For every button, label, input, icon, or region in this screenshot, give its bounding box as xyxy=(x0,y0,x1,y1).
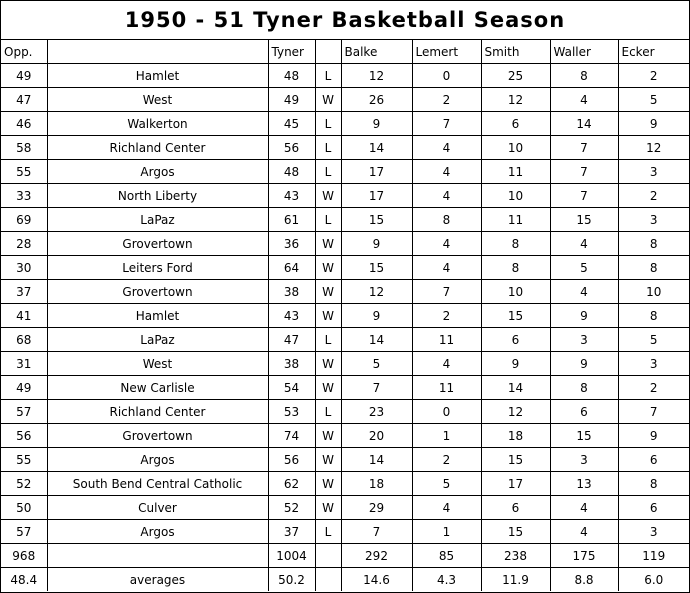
cell-waller-points: 5 xyxy=(550,256,618,280)
header-ecker: Ecker xyxy=(618,40,689,64)
cell-opponent-name: West xyxy=(47,88,268,112)
cell-waller-points: 8.8 xyxy=(550,568,618,592)
cell-ecker-points: 5 xyxy=(618,88,689,112)
cell-smith-points: 10 xyxy=(481,280,550,304)
cell-waller-points: 7 xyxy=(550,160,618,184)
cell-lemert-points: 85 xyxy=(412,544,481,568)
cell-waller-points: 7 xyxy=(550,184,618,208)
cell-waller-points: 9 xyxy=(550,304,618,328)
table-body xyxy=(1,40,689,591)
game-row xyxy=(1,208,689,232)
cell-ecker-points: 9 xyxy=(618,112,689,136)
cell-waller-points: 3 xyxy=(550,448,618,472)
cell-opponent-score: 37 xyxy=(1,280,47,304)
cell-balke-points: 14 xyxy=(341,136,412,160)
cell-lemert-points: 8 xyxy=(412,208,481,232)
game-row xyxy=(1,184,689,208)
cell-balke-points: 26 xyxy=(341,88,412,112)
cell-balke-points: 29 xyxy=(341,496,412,520)
cell-smith-points: 8 xyxy=(481,232,550,256)
cell-result: W xyxy=(315,352,341,376)
cell-balke-points: 14 xyxy=(341,328,412,352)
cell-tyner-score: 36 xyxy=(268,232,315,256)
cell-lemert-points: 2 xyxy=(412,448,481,472)
cell-ecker-points: 2 xyxy=(618,64,689,88)
cell-ecker-points: 8 xyxy=(618,472,689,496)
game-row xyxy=(1,400,689,424)
cell-tyner-score: 1004 xyxy=(268,544,315,568)
cell-opponent-name: Grovertown xyxy=(47,280,268,304)
header-opponent-name xyxy=(47,40,268,64)
cell-result: W xyxy=(315,472,341,496)
cell-ecker-points: 9 xyxy=(618,424,689,448)
header-smith: Smith xyxy=(481,40,550,64)
header-row xyxy=(1,40,689,64)
cell-smith-points: 11 xyxy=(481,160,550,184)
cell-lemert-points: 5 xyxy=(412,472,481,496)
cell-opponent-name: New Carlisle xyxy=(47,376,268,400)
cell-opponent-score: 58 xyxy=(1,136,47,160)
cell-opponent-score: 55 xyxy=(1,448,47,472)
cell-opponent-name: LaPaz xyxy=(47,208,268,232)
cell-balke-points: 18 xyxy=(341,472,412,496)
game-row xyxy=(1,376,689,400)
cell-tyner-score: 52 xyxy=(268,496,315,520)
cell-smith-points: 12 xyxy=(481,400,550,424)
game-row xyxy=(1,160,689,184)
header-waller: Waller xyxy=(550,40,618,64)
cell-waller-points: 13 xyxy=(550,472,618,496)
cell-opponent-score: 968 xyxy=(1,544,47,568)
cell-lemert-points: 4 xyxy=(412,184,481,208)
cell-opponent-name: North Liberty xyxy=(47,184,268,208)
cell-opponent-name: South Bend Central Catholic xyxy=(47,472,268,496)
cell-result: W xyxy=(315,424,341,448)
cell-smith-points: 6 xyxy=(481,112,550,136)
game-row xyxy=(1,472,689,496)
cell-smith-points: 15 xyxy=(481,520,550,544)
cell-opponent-score: 41 xyxy=(1,304,47,328)
cell-result: W xyxy=(315,448,341,472)
cell-balke-points: 7 xyxy=(341,376,412,400)
cell-smith-points: 14 xyxy=(481,376,550,400)
cell-smith-points: 18 xyxy=(481,424,550,448)
cell-balke-points: 20 xyxy=(341,424,412,448)
cell-ecker-points: 7 xyxy=(618,400,689,424)
cell-result: W xyxy=(315,184,341,208)
cell-lemert-points: 4 xyxy=(412,136,481,160)
cell-waller-points: 175 xyxy=(550,544,618,568)
cell-opponent-score: 28 xyxy=(1,232,47,256)
game-row xyxy=(1,424,689,448)
cell-result: W xyxy=(315,280,341,304)
cell-opponent-score: 50 xyxy=(1,496,47,520)
cell-result: L xyxy=(315,160,341,184)
cell-result: L xyxy=(315,400,341,424)
cell-waller-points: 7 xyxy=(550,136,618,160)
cell-tyner-score: 43 xyxy=(268,304,315,328)
game-row xyxy=(1,520,689,544)
cell-opponent-score: 69 xyxy=(1,208,47,232)
cell-opponent-name: Argos xyxy=(47,520,268,544)
cell-lemert-points: 7 xyxy=(412,112,481,136)
cell-ecker-points: 8 xyxy=(618,256,689,280)
cell-ecker-points: 8 xyxy=(618,304,689,328)
cell-tyner-score: 54 xyxy=(268,376,315,400)
cell-balke-points: 292 xyxy=(341,544,412,568)
cell-result: W xyxy=(315,232,341,256)
cell-ecker-points: 3 xyxy=(618,160,689,184)
cell-tyner-score: 50.2 xyxy=(268,568,315,592)
cell-opponent-name: Hamlet xyxy=(47,64,268,88)
cell-waller-points: 4 xyxy=(550,88,618,112)
game-row xyxy=(1,136,689,160)
cell-waller-points: 4 xyxy=(550,232,618,256)
cell-lemert-points: 0 xyxy=(412,64,481,88)
game-row xyxy=(1,88,689,112)
cell-tyner-score: 43 xyxy=(268,184,315,208)
cell-opponent-name: Leiters Ford xyxy=(47,256,268,280)
cell-lemert-points: 4 xyxy=(412,256,481,280)
cell-opponent-score: 57 xyxy=(1,400,47,424)
cell-ecker-points: 6.0 xyxy=(618,568,689,592)
cell-tyner-score: 38 xyxy=(268,280,315,304)
cell-waller-points: 6 xyxy=(550,400,618,424)
game-row xyxy=(1,232,689,256)
cell-lemert-points: 2 xyxy=(412,88,481,112)
cell-opponent-name: Richland Center xyxy=(47,400,268,424)
cell-smith-points: 25 xyxy=(481,64,550,88)
cell-tyner-score: 56 xyxy=(268,448,315,472)
header-lemert: Lemert xyxy=(412,40,481,64)
cell-opponent-score: 33 xyxy=(1,184,47,208)
header-result xyxy=(315,40,341,64)
cell-opponent-score: 48.4 xyxy=(1,568,47,592)
totals-row xyxy=(1,544,689,568)
cell-lemert-points: 4 xyxy=(412,160,481,184)
header-opponent-score: Opp. xyxy=(1,40,47,64)
cell-balke-points: 9 xyxy=(341,304,412,328)
cell-opponent-score: 49 xyxy=(1,64,47,88)
cell-balke-points: 9 xyxy=(341,232,412,256)
cell-balke-points: 23 xyxy=(341,400,412,424)
cell-tyner-score: 56 xyxy=(268,136,315,160)
cell-result: L xyxy=(315,328,341,352)
cell-opponent-score: 30 xyxy=(1,256,47,280)
cell-result xyxy=(315,544,341,568)
game-row xyxy=(1,352,689,376)
cell-opponent-name: Grovertown xyxy=(47,232,268,256)
cell-opponent-score: 47 xyxy=(1,88,47,112)
cell-opponent-name: Argos xyxy=(47,448,268,472)
cell-smith-points: 238 xyxy=(481,544,550,568)
cell-opponent-score: 46 xyxy=(1,112,47,136)
cell-ecker-points: 10 xyxy=(618,280,689,304)
cell-balke-points: 9 xyxy=(341,112,412,136)
cell-waller-points: 3 xyxy=(550,328,618,352)
cell-opponent-name: Grovertown xyxy=(47,424,268,448)
cell-smith-points: 8 xyxy=(481,256,550,280)
game-row xyxy=(1,280,689,304)
cell-opponent-name: Richland Center xyxy=(47,136,268,160)
cell-lemert-points: 4.3 xyxy=(412,568,481,592)
cell-result xyxy=(315,568,341,592)
cell-balke-points: 12 xyxy=(341,64,412,88)
cell-lemert-points: 7 xyxy=(412,280,481,304)
cell-balke-points: 14.6 xyxy=(341,568,412,592)
cell-smith-points: 10 xyxy=(481,136,550,160)
cell-smith-points: 15 xyxy=(481,448,550,472)
cell-smith-points: 15 xyxy=(481,304,550,328)
cell-lemert-points: 11 xyxy=(412,376,481,400)
cell-balke-points: 17 xyxy=(341,160,412,184)
cell-result: L xyxy=(315,64,341,88)
cell-balke-points: 15 xyxy=(341,208,412,232)
cell-ecker-points: 2 xyxy=(618,376,689,400)
cell-waller-points: 15 xyxy=(550,424,618,448)
cell-waller-points: 8 xyxy=(550,376,618,400)
cell-lemert-points: 4 xyxy=(412,496,481,520)
cell-opponent-name: West xyxy=(47,352,268,376)
cell-opponent-name xyxy=(47,544,268,568)
cell-opponent-score: 31 xyxy=(1,352,47,376)
game-row xyxy=(1,496,689,520)
cell-opponent-name: Culver xyxy=(47,496,268,520)
cell-ecker-points: 5 xyxy=(618,328,689,352)
cell-balke-points: 5 xyxy=(341,352,412,376)
cell-smith-points: 9 xyxy=(481,352,550,376)
cell-lemert-points: 2 xyxy=(412,304,481,328)
cell-waller-points: 14 xyxy=(550,112,618,136)
cell-ecker-points: 6 xyxy=(618,496,689,520)
season-table xyxy=(1,40,689,591)
cell-ecker-points: 3 xyxy=(618,520,689,544)
cell-tyner-score: 45 xyxy=(268,112,315,136)
cell-smith-points: 6 xyxy=(481,328,550,352)
cell-result: L xyxy=(315,112,341,136)
cell-result: L xyxy=(315,136,341,160)
cell-balke-points: 15 xyxy=(341,256,412,280)
cell-tyner-score: 47 xyxy=(268,328,315,352)
cell-tyner-score: 61 xyxy=(268,208,315,232)
game-row xyxy=(1,112,689,136)
cell-smith-points: 11 xyxy=(481,208,550,232)
game-row xyxy=(1,256,689,280)
cell-ecker-points: 3 xyxy=(618,208,689,232)
cell-lemert-points: 1 xyxy=(412,424,481,448)
cell-ecker-points: 6 xyxy=(618,448,689,472)
cell-ecker-points: 8 xyxy=(618,232,689,256)
cell-waller-points: 15 xyxy=(550,208,618,232)
game-row xyxy=(1,448,689,472)
cell-tyner-score: 38 xyxy=(268,352,315,376)
cell-opponent-score: 49 xyxy=(1,376,47,400)
header-balke: Balke xyxy=(341,40,412,64)
cell-tyner-score: 49 xyxy=(268,88,315,112)
cell-lemert-points: 1 xyxy=(412,520,481,544)
cell-smith-points: 12 xyxy=(481,88,550,112)
cell-result: W xyxy=(315,496,341,520)
game-row xyxy=(1,328,689,352)
cell-opponent-name: averages xyxy=(47,568,268,592)
cell-smith-points: 6 xyxy=(481,496,550,520)
cell-result: W xyxy=(315,256,341,280)
cell-result: W xyxy=(315,376,341,400)
cell-result: L xyxy=(315,520,341,544)
cell-opponent-score: 56 xyxy=(1,424,47,448)
cell-tyner-score: 48 xyxy=(268,160,315,184)
cell-balke-points: 12 xyxy=(341,280,412,304)
cell-balke-points: 7 xyxy=(341,520,412,544)
cell-opponent-name: LaPaz xyxy=(47,328,268,352)
cell-lemert-points: 4 xyxy=(412,232,481,256)
cell-opponent-name: Hamlet xyxy=(47,304,268,328)
cell-result: L xyxy=(315,208,341,232)
cell-ecker-points: 12 xyxy=(618,136,689,160)
cell-tyner-score: 48 xyxy=(268,64,315,88)
cell-opponent-score: 55 xyxy=(1,160,47,184)
cell-waller-points: 4 xyxy=(550,520,618,544)
cell-smith-points: 10 xyxy=(481,184,550,208)
cell-result: W xyxy=(315,88,341,112)
cell-lemert-points: 4 xyxy=(412,352,481,376)
cell-ecker-points: 2 xyxy=(618,184,689,208)
cell-opponent-score: 68 xyxy=(1,328,47,352)
game-row xyxy=(1,64,689,88)
cell-smith-points: 17 xyxy=(481,472,550,496)
cell-lemert-points: 11 xyxy=(412,328,481,352)
cell-tyner-score: 37 xyxy=(268,520,315,544)
cell-waller-points: 8 xyxy=(550,64,618,88)
cell-tyner-score: 62 xyxy=(268,472,315,496)
sheet-title: 1950 - 51 Tyner Basketball Season xyxy=(1,1,689,40)
cell-smith-points: 11.9 xyxy=(481,568,550,592)
cell-tyner-score: 53 xyxy=(268,400,315,424)
cell-opponent-score: 57 xyxy=(1,520,47,544)
cell-balke-points: 14 xyxy=(341,448,412,472)
cell-waller-points: 9 xyxy=(550,352,618,376)
cell-waller-points: 4 xyxy=(550,280,618,304)
game-row xyxy=(1,304,689,328)
cell-tyner-score: 64 xyxy=(268,256,315,280)
averages-row xyxy=(1,568,689,592)
cell-opponent-name: Argos xyxy=(47,160,268,184)
cell-opponent-score: 52 xyxy=(1,472,47,496)
cell-tyner-score: 74 xyxy=(268,424,315,448)
cell-result: W xyxy=(315,304,341,328)
cell-waller-points: 4 xyxy=(550,496,618,520)
cell-balke-points: 17 xyxy=(341,184,412,208)
cell-ecker-points: 3 xyxy=(618,352,689,376)
cell-lemert-points: 0 xyxy=(412,400,481,424)
cell-opponent-name: Walkerton xyxy=(47,112,268,136)
cell-ecker-points: 119 xyxy=(618,544,689,568)
header-tyner-score: Tyner xyxy=(268,40,315,64)
